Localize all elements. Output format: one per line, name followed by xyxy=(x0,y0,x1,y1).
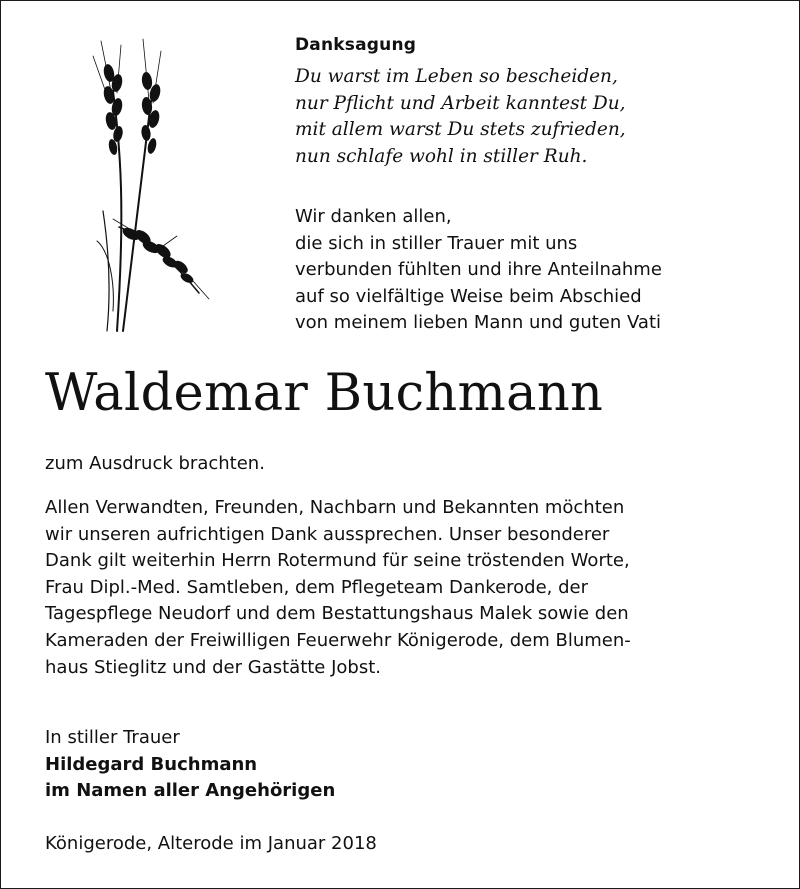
poem-line: nun schlafe wohl in stiller Ruh. xyxy=(295,145,588,167)
place-date xyxy=(45,831,765,858)
paragraph-line: Tagespflege Neudorf und dem Bestattungshaus Malek sowie den xyxy=(45,603,629,625)
thanks-paragraph xyxy=(45,495,765,681)
poem-line: nur Pflicht und Arbeit kanntest Du, xyxy=(295,92,626,114)
thanks-line: auf so vielfältige Weise beim Abschied xyxy=(295,285,642,307)
signature-relation: im Namen aller Angehörigen xyxy=(45,780,336,802)
paragraph-line: Dank gilt weiterhin Herrn Rotermund für seine tröstenden Worte, xyxy=(45,550,630,572)
poem-line: mit allem warst Du stets zufrieden, xyxy=(295,119,626,140)
signature-block xyxy=(45,725,765,805)
thanks-line: verbunden fühlten und ihre Anteilnahme xyxy=(295,259,662,280)
thanks-line: die sich in stiller Trauer mit uns xyxy=(295,232,578,254)
paragraph-line: wir unseren aufrichtigen Dank aussprechen. Unser besonderer xyxy=(45,523,610,545)
signature-name: Hildegard Buchmann xyxy=(45,753,258,775)
paragraph-line: haus Stieglitz und der Gastätte Jobst. xyxy=(45,656,382,678)
place-date-line: Königerode, Alterode im Januar 2018 xyxy=(45,833,377,854)
wheat-ears-icon xyxy=(73,31,213,341)
thanks-text xyxy=(295,204,662,337)
paragraph-line: Frau Dipl.-Med. Samtleben, dem Pflegeteam Dankerode, der xyxy=(45,576,589,598)
paragraph-line: Allen Verwandten, Freunden, Nachbarn und Bekannten möchten xyxy=(45,497,625,518)
signature-intro: In stiller Trauer xyxy=(45,727,180,748)
after-name-line: zum Ausdruck brachten. xyxy=(45,453,265,474)
after-name-text xyxy=(45,451,765,478)
thanks-line: Wir danken allen, xyxy=(295,206,452,227)
poem-line: Du warst im Leben so bescheiden, xyxy=(295,66,618,87)
thanks-line: von meinem lieben Mann und guten Vati xyxy=(295,312,662,333)
heading: Danksagung xyxy=(295,35,417,55)
poem xyxy=(295,64,626,170)
paragraph-line: Kameraden der Freiwilligen Feuerwehr Königerode, dem Blumen- xyxy=(45,629,631,651)
deceased-name: Waldemar Buchmann xyxy=(45,364,604,423)
